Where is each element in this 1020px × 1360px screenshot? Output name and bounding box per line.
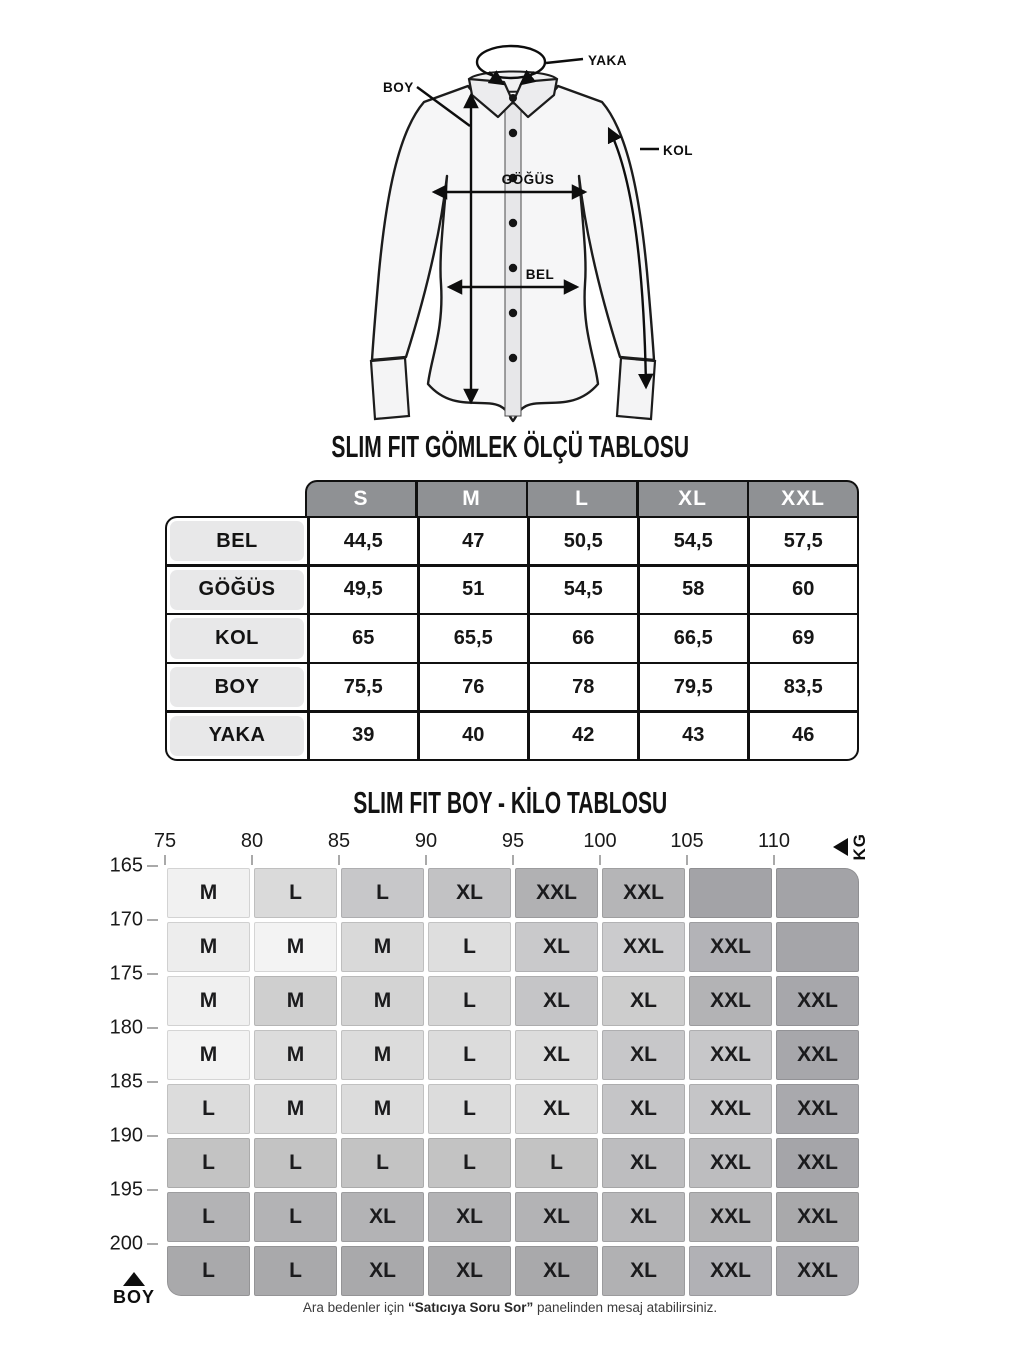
- fit-cell: XL: [428, 868, 511, 918]
- kg-tick-label: 95: [501, 830, 525, 852]
- fit-cell: XXL: [602, 868, 685, 918]
- size-value-cell: 43: [640, 713, 748, 759]
- boy-arrow-icon: [123, 1272, 145, 1286]
- height-tick-label: 185: [109, 1070, 143, 1093]
- height-tick-mark: [147, 1135, 158, 1137]
- fit-cell: XL: [341, 1246, 424, 1296]
- size-value-cell: 76: [420, 664, 528, 710]
- size-table-title: [0, 432, 1020, 463]
- fit-cell: XXL: [776, 1192, 859, 1242]
- size-row-label: [167, 615, 307, 661]
- size-column-header: XXL: [749, 482, 857, 516]
- fit-cell: XXL: [776, 1084, 859, 1134]
- fit-cell: L: [167, 1192, 250, 1242]
- fit-cell: M: [341, 1030, 424, 1080]
- kg-tick-label: 85: [327, 830, 351, 852]
- fit-cell: XXL: [776, 1246, 859, 1296]
- size-value-cell: 69: [750, 615, 858, 661]
- fit-cell: L: [167, 1246, 250, 1296]
- size-row-label-text: YAKA: [170, 716, 304, 756]
- fit-cell: L: [254, 1246, 337, 1296]
- size-table-header-row: [305, 480, 859, 516]
- fit-cell: XL: [341, 1192, 424, 1242]
- fit-cell: XXL: [776, 1030, 859, 1080]
- size-value-cell: 65: [310, 615, 418, 661]
- kg-tick-label: 80: [240, 830, 264, 852]
- size-value-cell: 49,5: [310, 567, 418, 613]
- height-tick-label: 170: [109, 908, 143, 931]
- fit-cell: XL: [602, 1246, 685, 1296]
- fit-cell: XXL: [689, 1246, 772, 1296]
- fit-cell: XL: [515, 1246, 598, 1296]
- fit-cell: XXL: [689, 922, 772, 972]
- size-value-cell: 39: [310, 713, 418, 759]
- fit-cell: M: [167, 922, 250, 972]
- kg-tick-mark: [251, 855, 253, 865]
- fit-cell: M: [167, 976, 250, 1026]
- boy-axis-label-text: BOY: [112, 1287, 155, 1307]
- kg-tick-label: 105: [670, 830, 704, 852]
- kg-tick-mark: [164, 855, 166, 865]
- height-tick-label: 190: [109, 1124, 143, 1147]
- size-table-title-text: SLIM FIT GÖMLEK ÖLÇÜ TABLOSU: [331, 430, 689, 464]
- label-boy: BOY: [383, 80, 414, 95]
- fit-cell: L: [428, 1138, 511, 1188]
- height-axis: [85, 854, 165, 1298]
- fit-cell: L: [254, 868, 337, 918]
- size-value-cell: 57,5: [750, 518, 858, 564]
- size-value-cell: 83,5: [750, 664, 858, 710]
- kg-tick-mark: [599, 855, 601, 865]
- size-value-cell: 54,5: [530, 567, 638, 613]
- size-value-cell: 60: [750, 567, 858, 613]
- fit-cell: L: [341, 868, 424, 918]
- height-tick-mark: [147, 973, 158, 975]
- size-table-body: [165, 516, 859, 761]
- fit-cell: M: [254, 1084, 337, 1134]
- size-value-cell: 50,5: [530, 518, 638, 564]
- shirt-outline: [371, 72, 655, 422]
- label-kol: KOL: [663, 143, 693, 158]
- kg-tick-mark: [512, 855, 514, 865]
- size-row-label: [167, 713, 307, 759]
- fit-cell: XXL: [776, 976, 859, 1026]
- kg-axis: [153, 830, 865, 866]
- size-value-cell: 75,5: [310, 664, 418, 710]
- size-row-label: [167, 664, 307, 710]
- fit-cell: XL: [515, 976, 598, 1026]
- kg-arrow-icon: [833, 838, 848, 856]
- height-tick-label: 200: [109, 1232, 143, 1255]
- footer-note: [0, 1300, 1020, 1315]
- height-tick-label: 180: [109, 1016, 143, 1039]
- size-value-cell: 44,5: [310, 518, 418, 564]
- label-yaka: YAKA: [588, 53, 628, 68]
- fit-cell: M: [254, 922, 337, 972]
- fit-cell: XXL: [689, 976, 772, 1026]
- size-value-cell: 66: [530, 615, 638, 661]
- kg-tick-label: 75: [153, 830, 177, 852]
- label-gogus: GÖĞÜS: [501, 172, 555, 187]
- fit-cell: L: [428, 1030, 511, 1080]
- size-column-header: M: [418, 482, 526, 516]
- height-tick-mark: [147, 865, 158, 867]
- fit-cell: L: [254, 1192, 337, 1242]
- kg-tick-mark: [338, 855, 340, 865]
- fit-cell: XXL: [689, 1192, 772, 1242]
- size-value-cell: 78: [530, 664, 638, 710]
- kg-tick-label: 90: [414, 830, 438, 852]
- fit-cell: L: [428, 976, 511, 1026]
- footer-prefix: Ara bedenler için: [302, 1300, 408, 1315]
- fit-cell: L: [254, 1138, 337, 1188]
- footer-suffix: panelinden mesaj atabilirsiniz.: [533, 1300, 718, 1315]
- fit-cell: M: [341, 1084, 424, 1134]
- fit-cell: XXL: [689, 1084, 772, 1134]
- height-tick-mark: [147, 1189, 158, 1191]
- fit-cell: XXL: [515, 868, 598, 918]
- size-value-cell: 51: [420, 567, 528, 613]
- fit-cell: XL: [515, 1084, 598, 1134]
- fit-cell: M: [254, 976, 337, 1026]
- size-value-cell: 47: [420, 518, 528, 564]
- footer-bold: “Satıcıya Soru Sor”: [407, 1300, 534, 1315]
- fit-cell: XXL: [602, 922, 685, 972]
- size-column-header: XL: [639, 482, 747, 516]
- fit-cell: XXL: [776, 1138, 859, 1188]
- height-tick-mark: [147, 919, 158, 921]
- height-tick-label: 175: [109, 962, 143, 985]
- fit-cell: L: [515, 1138, 598, 1188]
- fit-cell: XL: [428, 1246, 511, 1296]
- size-value-cell: 40: [420, 713, 528, 759]
- fit-cell: L: [167, 1084, 250, 1134]
- kg-axis-label: [833, 833, 870, 861]
- size-value-cell: 54,5: [640, 518, 748, 564]
- fit-cell: XL: [428, 1192, 511, 1242]
- fit-cell: L: [167, 1138, 250, 1188]
- size-value-cell: 46: [750, 713, 858, 759]
- size-row-label: [167, 518, 307, 564]
- fit-cell: L: [428, 1084, 511, 1134]
- fit-cell: XL: [602, 1138, 685, 1188]
- fit-cell: XL: [602, 1192, 685, 1242]
- height-tick-mark: [147, 1081, 158, 1083]
- fit-cell: XL: [602, 976, 685, 1026]
- fit-cell: XL: [515, 922, 598, 972]
- kg-tick-mark: [773, 855, 775, 865]
- fit-cell: M: [341, 922, 424, 972]
- size-value-cell: 79,5: [640, 664, 748, 710]
- height-tick-label: 195: [109, 1178, 143, 1201]
- fit-cell: L: [428, 922, 511, 972]
- fit-chart-title: [0, 788, 1020, 819]
- fit-cell: [776, 868, 859, 918]
- kg-tick-mark: [686, 855, 688, 865]
- fit-cell: [689, 868, 772, 918]
- height-tick-mark: [147, 1027, 158, 1029]
- fit-cell: XL: [515, 1192, 598, 1242]
- size-column-header: L: [528, 482, 636, 516]
- size-value-cell: 58: [640, 567, 748, 613]
- shirt-measurement-diagram: [330, 28, 730, 440]
- fit-cell: M: [167, 1030, 250, 1080]
- fit-cell: XXL: [689, 1030, 772, 1080]
- fit-cell: XXL: [689, 1138, 772, 1188]
- size-row-label-text: KOL: [170, 618, 304, 658]
- size-column-header: S: [307, 482, 415, 516]
- fit-cell: M: [254, 1030, 337, 1080]
- height-tick-mark: [147, 1243, 158, 1245]
- size-value-cell: 66,5: [640, 615, 748, 661]
- size-row-label: [167, 567, 307, 613]
- kg-tick-label: 100: [583, 830, 617, 852]
- fit-cell: M: [167, 868, 250, 918]
- fit-cell: M: [341, 976, 424, 1026]
- kg-tick-mark: [425, 855, 427, 865]
- size-measurement-table: [165, 480, 859, 761]
- fit-matrix-grid: [165, 866, 861, 1298]
- fit-cell: [776, 922, 859, 972]
- size-row-label-text: BOY: [170, 667, 304, 707]
- fit-cell: XL: [602, 1084, 685, 1134]
- kg-tick-label: 110: [758, 830, 790, 852]
- height-tick-label: 165: [109, 854, 143, 877]
- kg-axis-label-text: KG: [850, 833, 869, 861]
- size-value-cell: 65,5: [420, 615, 528, 661]
- label-bel: BEL: [525, 267, 555, 282]
- size-row-label-text: GÖĞÜS: [170, 570, 304, 610]
- fit-chart-title-text: SLIM FIT BOY - KİLO TABLOSU: [353, 786, 667, 820]
- fit-cell: L: [341, 1138, 424, 1188]
- fit-cell: XL: [602, 1030, 685, 1080]
- size-value-cell: 42: [530, 713, 638, 759]
- fit-cell: XL: [515, 1030, 598, 1080]
- size-row-label-text: BEL: [170, 521, 304, 561]
